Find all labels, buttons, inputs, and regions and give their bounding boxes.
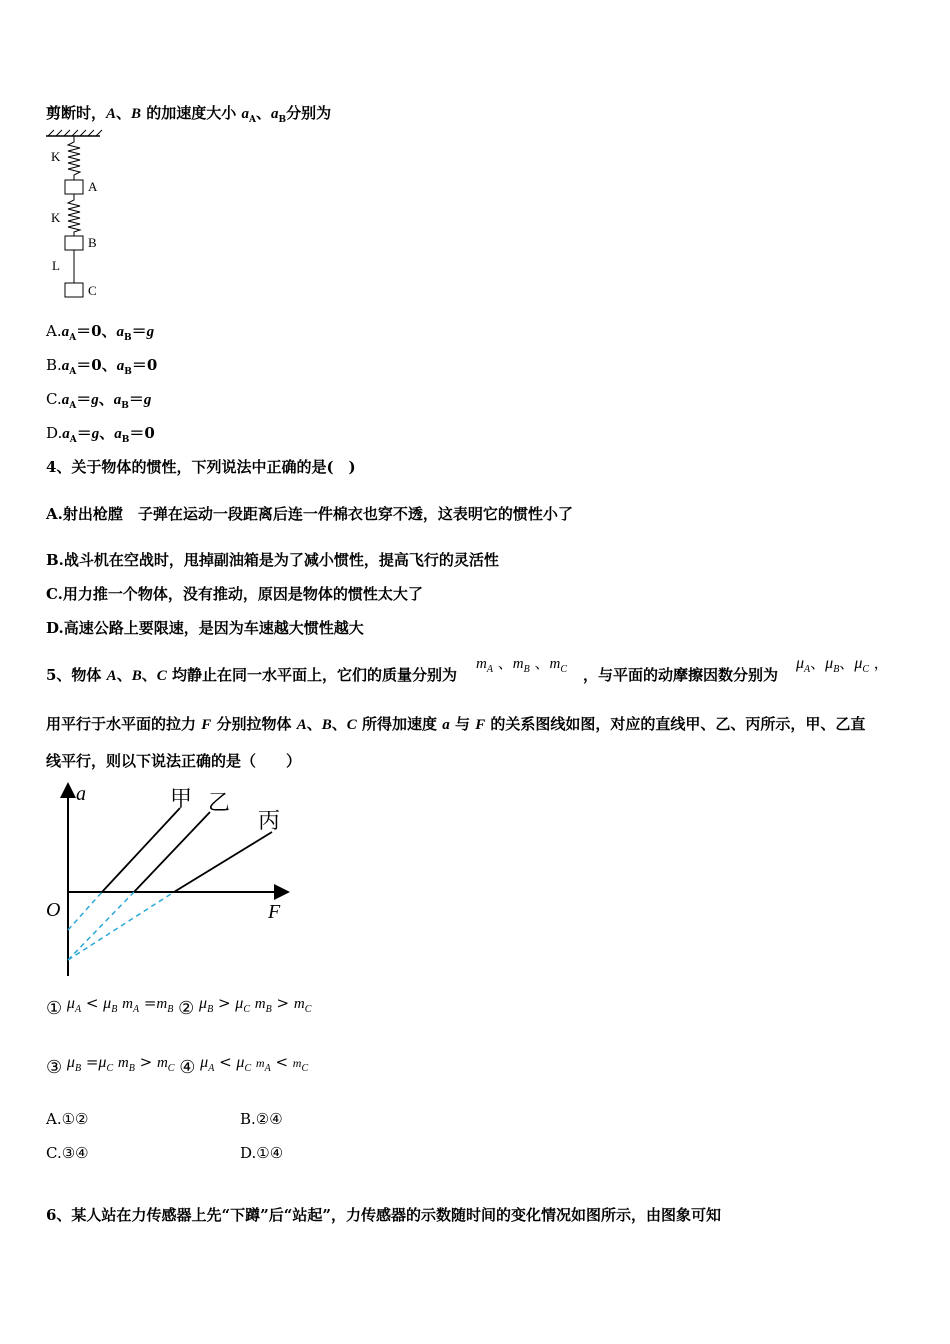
fig-label-l: L	[52, 258, 60, 273]
y-axis-label: a	[76, 783, 86, 805]
spring-block-figure	[40, 128, 120, 304]
fig-label-a: A	[88, 179, 98, 194]
label-jia: 甲	[170, 786, 193, 811]
q5-option-a[interactable]: A.①②	[46, 1110, 89, 1128]
x-axis-label: F	[268, 901, 281, 923]
label-bing: 丙	[258, 808, 281, 833]
line-jia	[102, 808, 180, 892]
q3-option-d[interactable]: $D.a_A=g$、$a_B=0$	[46, 424, 155, 445]
q3-option-a[interactable]: $A.a_A=0$、$a_B=g$	[46, 322, 155, 343]
q4-option-c[interactable]: C.用力推一个物体，没有推动，原因是物体的惯性太大了	[46, 585, 423, 603]
label-yi: 乙	[208, 790, 231, 815]
q5-stem-line1b: ，与平面的动摩擦因数分别为	[583, 666, 779, 684]
q4-option-d[interactable]: D.高速公路上要限速，是因为车速越大惯性越大	[46, 619, 364, 637]
q3-option-b[interactable]: $B.a_A=0$、$a_B=0$	[46, 356, 158, 377]
origin-label: O	[46, 899, 61, 921]
q5-masses: $m_A$ 、$m_B$ 、$m_C$	[476, 654, 567, 675]
a-f-graph	[40, 780, 300, 980]
line-bing-extension	[68, 892, 174, 960]
fig-label-c: C	[88, 283, 97, 298]
line-yi	[134, 812, 210, 892]
q5-statement-1-2: ① $\mu_A < \mu_B$ $m_A =m_B$ ② $\mu_B > \mu_C$ $m_B > m_C$	[46, 994, 312, 1019]
q5-friction-coefs: $\mu_A$、$\mu_B$、$\mu_C$ ，	[796, 654, 889, 675]
line-jia-extension	[68, 892, 102, 930]
q3-option-c[interactable]: $C.a_A=g$、$a_B=g$	[46, 390, 152, 411]
q4-stem: 4、关于物体的惯性，下列说法中正确的是( )	[46, 458, 356, 476]
line-yi-extension	[68, 892, 134, 960]
q4-option-a[interactable]: A.射出枪膛 子弹在运动一段距离后连一件棉衣也穿不透，这表明它的惯性小了	[46, 505, 573, 523]
fig-label-k2: K	[51, 210, 61, 225]
q3-stem-tail: 剪断时，A、B 的加速度大小 $a_A$、$a_B$分别为	[46, 104, 332, 125]
q5-option-c[interactable]: C.③④	[46, 1144, 89, 1162]
q4-option-b[interactable]: B.战斗机在空战时，甩掉副油箱是为了减小惯性，提高飞行的灵活性	[46, 551, 499, 569]
q5-option-b[interactable]: B.②④	[240, 1110, 283, 1128]
fig-label-b: B	[88, 235, 97, 250]
line-bing	[174, 832, 272, 892]
q6-stem: 6、某人站在力传感器上先“下蹲”后“站起”，力传感器的示数随时间的变化情况如图所示，由图象可知	[46, 1206, 721, 1224]
q5-statement-3-4: ③ $\mu_B =\mu_C$ $m_B > m_C$ ④ $\mu_A < \mu_C$ $m_A < m_C$	[46, 1053, 309, 1078]
q5-option-d[interactable]: D.①④	[240, 1144, 284, 1162]
q5-stem-line2: 用平行于水平面的拉力 F 分别拉物体 A、B、C 所得加速度 a 与 F 的关系图线如图，对应的直线甲、乙、丙所示，甲、乙直	[46, 715, 866, 733]
q5-stem-line3: 线平行，则以下说法正确的是（ ）	[46, 752, 302, 770]
q5-stem-line1a: 5、物体 A、B、C 均静止在同一水平面上，它们的质量分别为	[46, 666, 457, 684]
fig-label-k1: K	[51, 149, 61, 164]
